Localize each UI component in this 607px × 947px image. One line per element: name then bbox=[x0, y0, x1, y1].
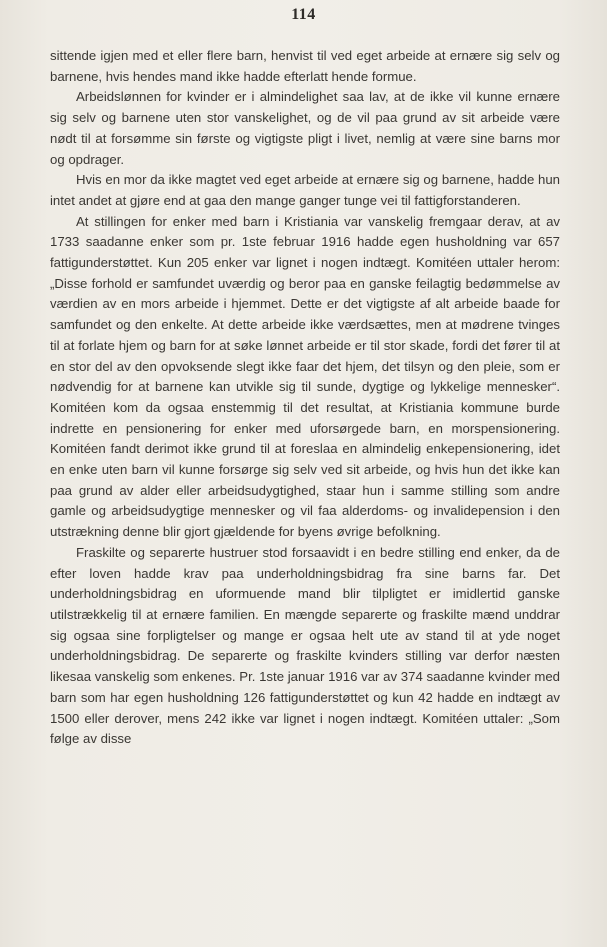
paragraph-4: At stillingen for enker med barn i Kristiania var vanskelig fremgaar derav, at av 1733 saadanne enker som pr. 1ste februar 1916 hadde egen husholdning var 657 fattigunderstøttet. Kun 205 enker var lignet i nogen indtægt. Komitéen uttaler herom: „Disse forhold er samfundet uværdig og beror paa en ganske feilagtig bedømmelse av værdien av en mors arbeide i hjemmet. Dette er det vigtigste af alt arbeide baade for samfundet og den enkelte. At dette arbeide ikke værdsættes, men at mødrene tvinges til at forlate hjem og barn for at søke lønnet arbeide er til stor skade, fordi det fører til at en stor del av den opvoksende slegt ikke faar det hjem, det tilsyn og den pleie, som er nødvendig for at barnene kan utvikle sig til sunde, dygtige og lykkelige mennesker“. Komitéen kom da ogsaa enstemmig til det resultat, at Kristiania kommune burde indrette en pensionering for enker med uforsørgede barn, en morspensionering. Komitéen fandt derimot ikke grund til at foreslaa en almindelig enkepensionering, idet en enke uten barn vil kunne forsørge sig selv ved sit arbeide, og hvis hun det ikke kan paa grund av alder eller arbeidsudygtighed, staar hun i samme stilling som andre gamle og arbeidsudygtige mennesker og vil faa alderdoms- og invalidepension i den utstrækning denne blir gjort gjældende for byens øvrige befolkning. bbox=[50, 213, 560, 540]
paragraph-2: Arbeidslønnen for kvinder er i almindelighet saa lav, at de ikke vil kunne ernære sig selv og barnene uten stor vanskelighet, og de vil paa grund av sit arbeide være nødt til at forsømme sin første og vigtigste pligt i livet, nemlig at være sine barns mor og opdrager. bbox=[50, 89, 560, 167]
body-text bbox=[50, 46, 560, 750]
paragraph-1: sittende igjen med et eller flere barn, henvist til ved eget arbeide at ernære sig selv og barnene, hvis hendes mand ikke hadde efterlatt hende formue. bbox=[50, 48, 560, 84]
paragraph-5: Fraskilte og separerte hustruer stod forsaavidt i en bedre stilling end enker, da de efter loven hadde krav paa underholdningsbidrag fra sine barns far. Det underholdningsbidrag en uformuende mand blir tilpligtet er imidlertid ganske utilstrækkelig til at ernære familien. En mængde separerte og fraskilte mænd unddrar sig ogsaa sine forpligtelser og mange er ogsaa helt ute av stand til at yde noget underholdningsbidrag. De separerte og fraskilte kvinders stilling var derfor næsten likesaa vanskelig som enkenes. Pr. 1ste januar 1916 var av 374 saadanne kvinder med barn som har egen husholdning 126 fattigunderstøttet og kun 42 hadde en indtægt av 1500 eller derover, mens 242 ikke var lignet i nogen indtægt. Komitéen uttaler: „Som følge av disse bbox=[50, 544, 560, 747]
paragraph-3: Hvis en mor da ikke magtet ved eget arbeide at ernære sig og barnene, hadde hun intet andet at gjøre end at gaa den mange ganger tunge vei til fattigforstanderen. bbox=[50, 172, 560, 208]
page-number: 114 bbox=[291, 6, 316, 23]
